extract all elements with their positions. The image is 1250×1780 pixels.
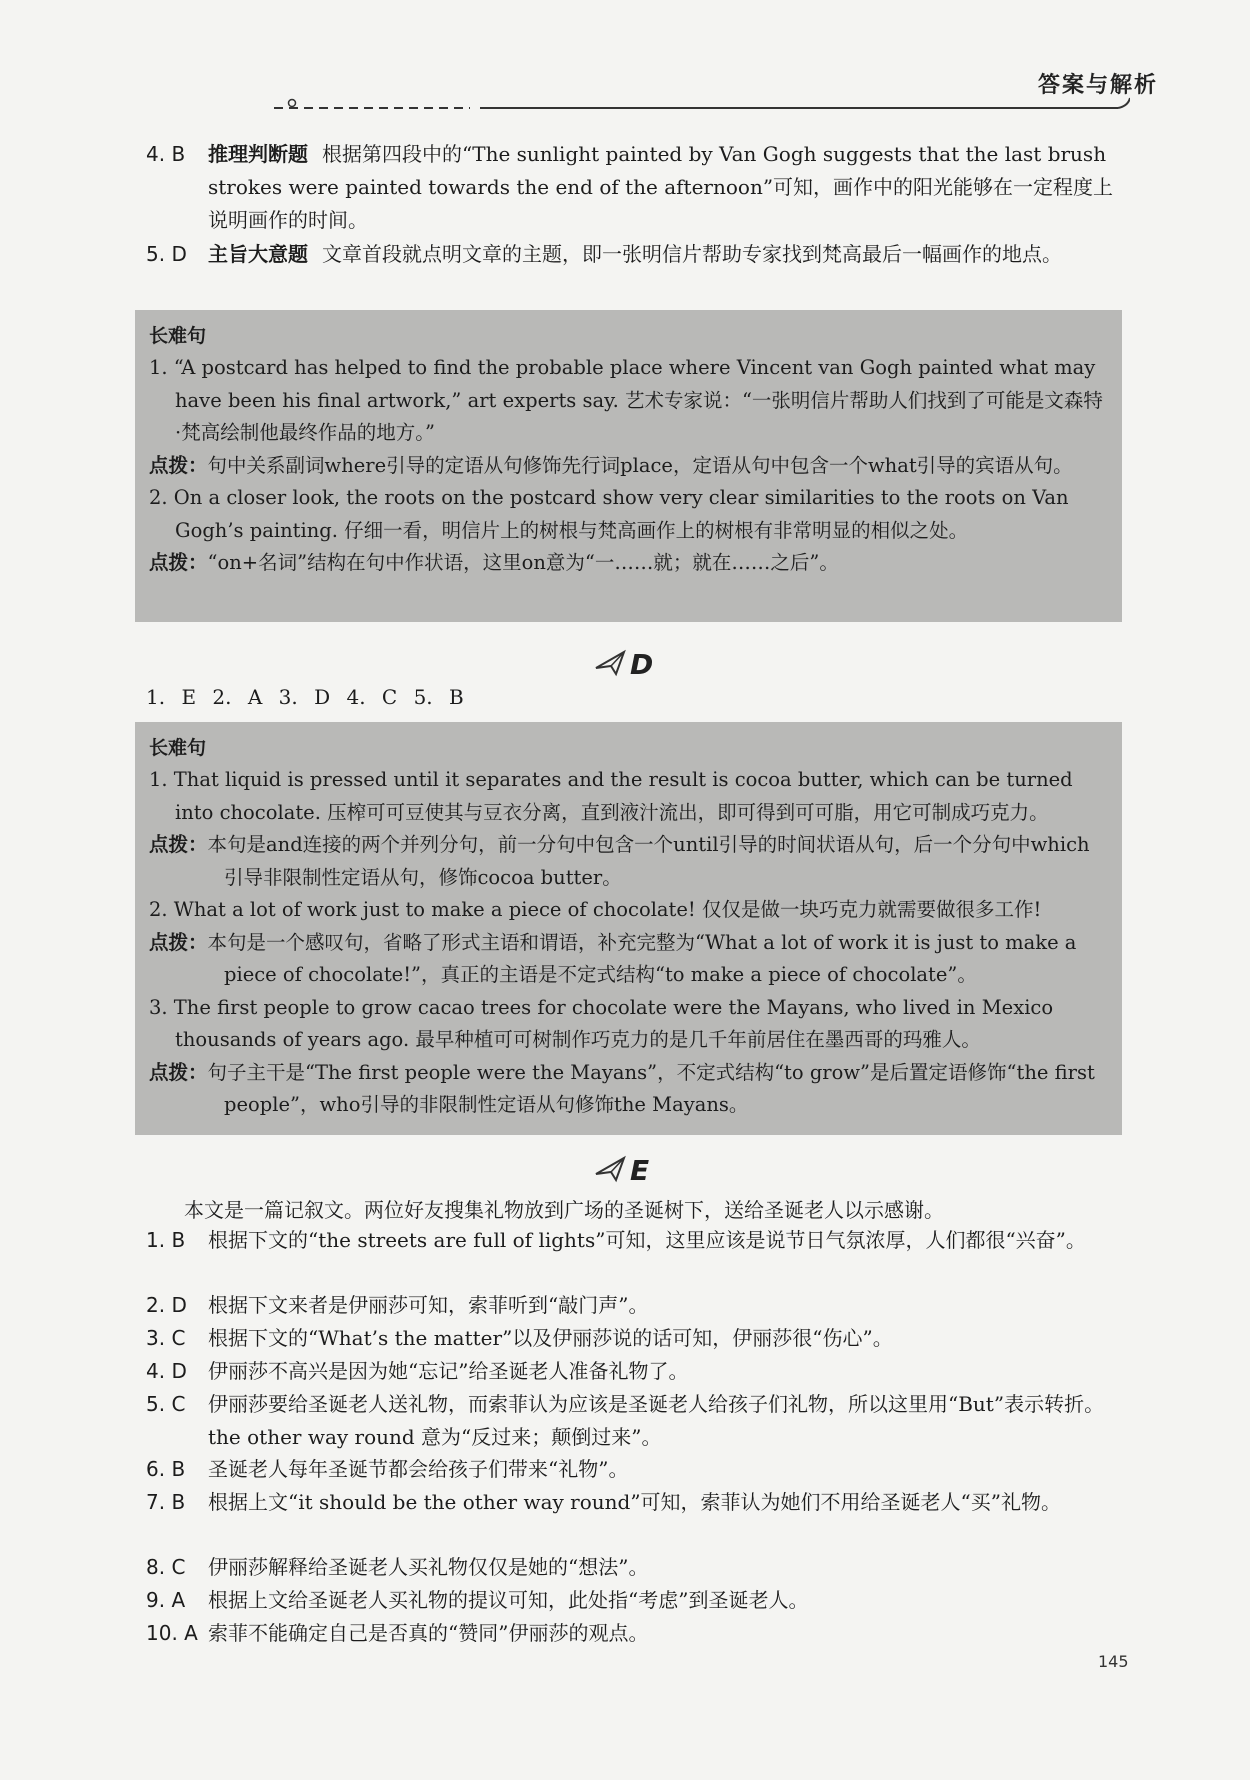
e-item-8: [146, 1551, 1136, 1584]
note-text: 句中关系副词where引导的定语从句修饰先行词place，定语从句中包含一个what引导的宾语从句。: [207, 453, 1073, 477]
sentence-2: 2. What a lot of work just to make a piece of chocolate! 仅仅是做一块巧克力就需要做很多工作!: [149, 898, 1042, 921]
item-text: 根据下文的“What’s the matter”以及伊丽莎说的话可知，伊丽莎很“伤心”。: [208, 1326, 893, 1350]
e-item-6: [146, 1453, 1136, 1486]
paper-plane-icon: [596, 652, 624, 674]
item-text: 伊丽莎不高兴是因为她“忘记”给圣诞老人准备礼物了。: [208, 1359, 689, 1383]
box-title: 长难句: [149, 737, 207, 759]
note-text: 本句是and连接的两个并列分句，前一分句中包含一个until引导的时间状语从句，后一个分句中which 引导非限制性定语从句，修饰cocoa butter。: [207, 833, 1090, 889]
question-type: 推理判断题: [208, 142, 308, 166]
item-number: 7. B: [146, 1490, 186, 1514]
c-item-4: [146, 138, 1126, 237]
difficult-sentences-box-c: [135, 310, 1122, 622]
item-number: 8. C: [146, 1555, 186, 1579]
header-title: 答案与解析: [1037, 73, 1158, 98]
note-3: [149, 1057, 1106, 1122]
box-title: 长难句: [149, 325, 207, 347]
item-number: 5. D: [146, 242, 187, 266]
item-text: 伊丽莎要给圣诞老人送礼物，而索菲认为应该是圣诞老人给孩子们礼物，所以这里用“But”表示转折。the other way round 意为“反过来；颠倒过来”。: [208, 1392, 1105, 1449]
item-number: 6. B: [146, 1457, 186, 1481]
sentence-3: 3. The first people to grow cacao trees for chocolate were the Mayans, who lived in Mexico thousands of years ago. 最早种植可可树制作巧克力的是几千年前居住在墨西哥的玛雅人。: [149, 995, 1054, 1051]
section-letter: D: [630, 648, 654, 680]
e-item-10: [146, 1617, 1136, 1650]
item-number: 3. C: [146, 1326, 186, 1350]
note-2: [149, 927, 1106, 992]
section-letter: E: [630, 1154, 650, 1186]
item-text: 根据下文的“the streets are full of lights”可知，这里应该是说节日气氛浓厚，人们都很“兴奋”。: [208, 1228, 1086, 1252]
section-e-heading: [594, 1152, 664, 1186]
header-rule: [270, 96, 1130, 116]
e-item-9: [146, 1584, 1136, 1617]
item-text: 根据第四段中的“The sunlight painted by Van Gogh suggests that the last brush strokes were painted towards the end of the afternoon”可知，画作中的阳光能够在一定程度上说明画作的时间。: [208, 142, 1114, 232]
e-item-3: [146, 1322, 1136, 1355]
note-1: [149, 829, 1106, 894]
question-type: 主旨大意题: [208, 242, 308, 266]
note-text: 句子主干是“The first people were the Mayans”，不定式结构“to grow”是后置定语修饰“the first people”，who引导的非限制性定语从句修饰the Mayans。: [207, 1060, 1095, 1116]
note-label: 点拨：: [149, 453, 208, 477]
page-number: 145: [1098, 1652, 1129, 1671]
note-text: “on+名词”结构在句中作状语，这里on意为“一……就；就在……之后”。: [207, 551, 839, 574]
note-1: [149, 450, 1106, 483]
item-number: 5. C: [146, 1392, 186, 1416]
item-text: 索菲不能确定自己是否真的“赞同”伊丽莎的观点。: [208, 1621, 649, 1645]
answers-d: 1. E 2. A 3. D 4. C 5. B: [146, 685, 464, 709]
e-item-4: [146, 1355, 1136, 1388]
item-number: 1. B: [146, 1228, 186, 1252]
sentence-1: 1. “A postcard has helped to find the probable place where Vincent van Gogh painted what may have been his final artwork,” art experts say. 艺术专家说：“一张明信片帮助人们找到了可能是文森特·梵高绘制他最终作品的地方。”: [149, 356, 1103, 444]
item-text: 伊丽莎解释给圣诞老人买礼物仅仅是她的“想法”。: [208, 1555, 649, 1579]
section-e-intro: 本文是一篇记叙文。两位好友搜集礼物放到广场的圣诞树下，送给圣诞老人以示感谢。: [184, 1198, 944, 1222]
c-item-5: [146, 238, 1126, 271]
note-text: 本句是一个感叹句，省略了形式主语和谓语，补充完整为“What a lot of work it is just to make a piece of chocolate!”，真正的主语是不定式结构“to make a piece of chocolate”。: [207, 930, 1077, 986]
item-number: 2. D: [146, 1293, 187, 1317]
note-label: 点拨：: [149, 1060, 208, 1084]
difficult-sentences-box-d: [135, 722, 1122, 1135]
note-label: 点拨：: [149, 930, 208, 954]
sentence-1: 1. That liquid is pressed until it separates and the result is cocoa butter, which can be turned into chocolate. 压榨可可豆使其与豆衣分离，直到液汁流出，即可得到可可脂，用它可制成巧克力。: [149, 768, 1073, 824]
sentence-2: 2. On a closer look, the roots on the postcard show very clear similarities to the roots on Van Gogh’s painting. 仔细一看，明信片上的树根与梵高画作上的树根有非常明显的相似之处。: [149, 486, 1069, 542]
section-d-heading: [594, 646, 664, 680]
e-item-7: [146, 1486, 1136, 1519]
item-number: 4. B: [146, 142, 186, 166]
item-text: 根据上文“it should be the other way round”可知，索菲认为她们不用给圣诞老人“买”礼物。: [208, 1490, 1061, 1514]
item-text: 圣诞老人每年圣诞节都会给孩子们带来“礼物”。: [208, 1457, 629, 1481]
item-text: 根据上文给圣诞老人买礼物的提议可知，此处指“考虑”到圣诞老人。: [208, 1588, 809, 1612]
item-number: 4. D: [146, 1359, 187, 1383]
item-number: 9. A: [146, 1588, 186, 1612]
e-item-1: [146, 1224, 1136, 1257]
note-label: 点拨：: [149, 833, 208, 856]
item-number: 10. A: [146, 1621, 198, 1645]
item-text: 文章首段就点明文章的主题，即一张明信片帮助专家找到梵高最后一幅画作的地点。: [322, 242, 1062, 266]
note-label: 点拨：: [149, 551, 208, 574]
e-item-2: [146, 1289, 1136, 1322]
paper-plane-icon: [596, 1158, 624, 1180]
e-item-5: [146, 1388, 1136, 1454]
note-2: [149, 547, 1106, 580]
item-text: 根据下文来者是伊丽莎可知，索菲听到“敲门声”。: [208, 1293, 649, 1317]
